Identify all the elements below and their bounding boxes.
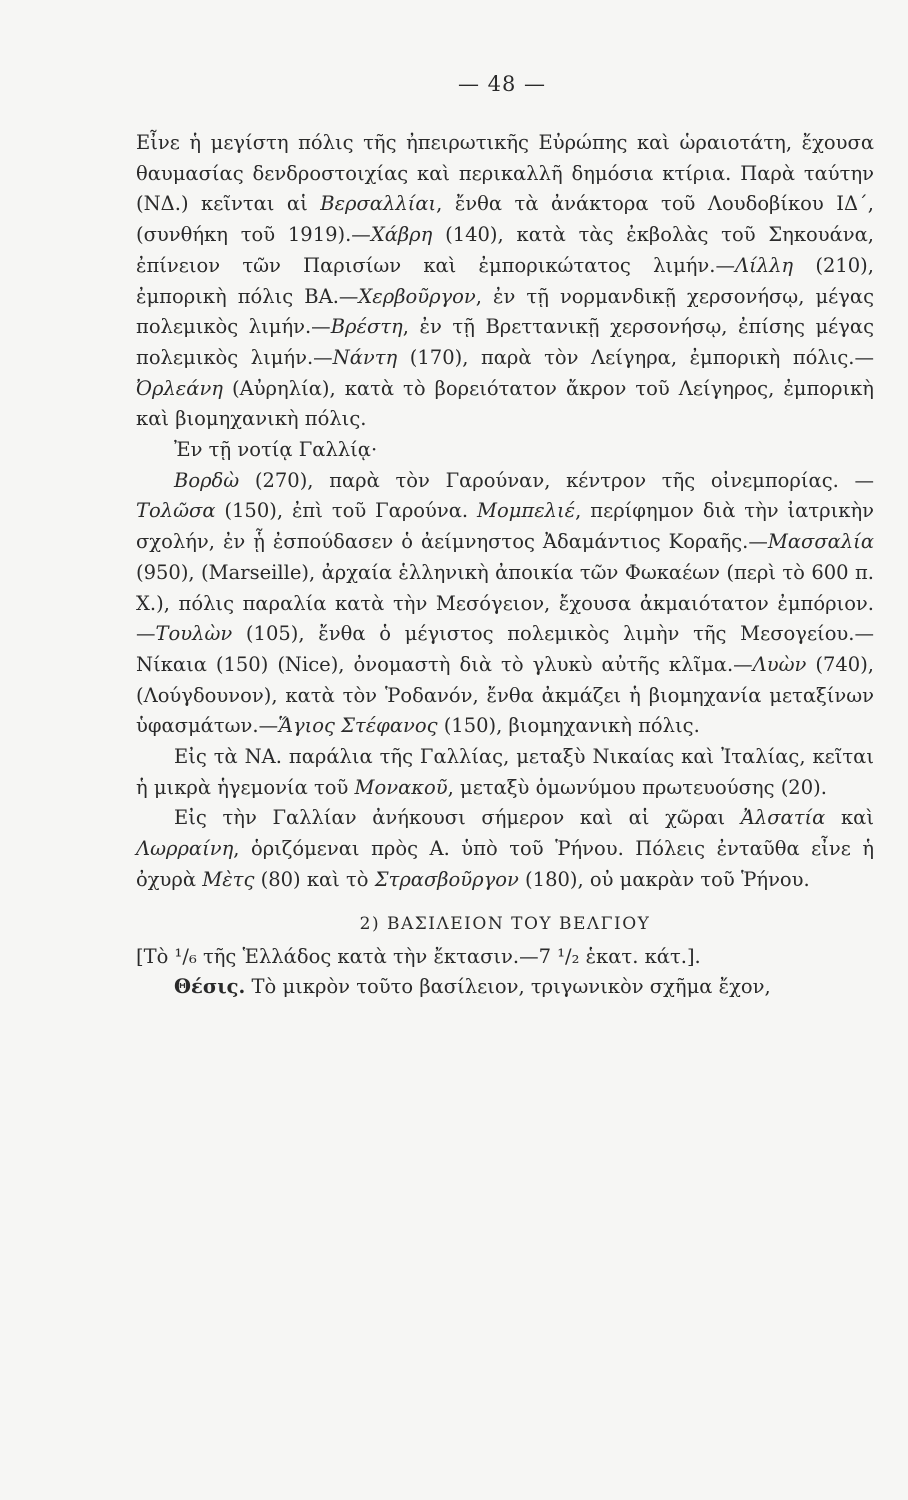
paragraph <box>136 742 874 803</box>
text-run: (950), (Marseille), ἀρχαία ἑλληνικὴ ἀποικία τῶν Φωκαέων (περὶ τὸ 600 π. Χ.), πόλις παραλία κατὰ τὴν Μεσόγειον, ἔχουσα ἀκμαιότατον ἐμπόριον.— <box>136 560 874 646</box>
paragraph <box>136 803 874 895</box>
section-lead-label: Θέσις. <box>174 975 246 999</box>
place-name: Ὀρλεάνη <box>136 376 223 400</box>
text-run: (170), παρὰ τὸν Λείγηρα, ἐμπορικὴ πόλις.— <box>397 345 874 369</box>
section-lead-text: Τὸ μικρὸν τοῦτο βασίλειον, τριγωνικὸν σχῆμα ἔχον, <box>245 975 771 999</box>
place-name: Στρασβοῦργον <box>374 867 519 891</box>
text-run: , ἔνθα τὰ ἀνάκτορα τοῦ Λουδοβίκου ΙΔ΄, (συνθήκη τοῦ 1919).— <box>136 192 874 247</box>
text-run: (270), παρὰ τὸν Γαρούναν, κέντρον τῆς οἰνεμπορίας. — <box>239 468 874 492</box>
place-name: Λυὼν <box>752 652 807 676</box>
place-name: Μονακοῦ <box>354 775 448 799</box>
page-number: — 48 — <box>457 72 547 96</box>
text-run: , ἐν τῇ νορμανδικῇ χερσονήσῳ, μέγας πολεμικὸς λιμήν.— <box>136 284 874 339</box>
place-name: Βερσαλλίαι <box>320 192 437 216</box>
text-run: , ἐν τῇ Βρεττανικῇ χερσονήσῳ, ἐπίσης μέγας πολεμικὸς λιμήν.— <box>136 315 874 369</box>
text-run: καὶ <box>825 806 874 830</box>
text-run: (740), (Λούγδουνον), κατὰ τὸν Ῥοδανόν, ἔνθα ἀκμάζει ἡ βιομηχανία μεταξίνων ὑφασμάτων.— <box>136 652 875 738</box>
place-name: Μασσαλία <box>767 530 874 554</box>
text-run: (Αὐρηλία), κατὰ τὸ βορειότατον ἄκρον τοῦ Λείγηρος, ἐμπορικὴ καὶ βιομηχανικὴ πόλις. <box>136 376 874 431</box>
place-name: Χερβοῦργον <box>358 284 476 308</box>
place-name: Λωρραίνη <box>136 837 234 861</box>
paragraph <box>136 128 874 435</box>
place-name: Χάβρη <box>370 223 433 247</box>
place-name: Ἅγιος Στέφανος <box>278 714 438 738</box>
text-run: Εἶνε ἡ μεγίστη πόλις τῆς ἠπειρωτικῆς Εὐρώπης καὶ ὡραιοτάτη, ἔχουσα θαυμασίας δενδροστοιχίας καὶ περικαλλῆ δημόσια κτίρια. Παρὰ ταύτην (ΝΔ.) κεῖνται αἱ <box>136 131 874 216</box>
text-run: (210), ἐμπορικὴ πόλις ΒΑ.— <box>136 253 874 308</box>
place-name: Λίλλη <box>734 253 794 277</box>
text-run: Εἰς τὴν Γαλλίαν ἀνήκουσι σήμερον καὶ αἱ χῶραι <box>174 806 741 830</box>
place-name: Μομπελιέ <box>477 499 576 523</box>
paragraph <box>136 435 874 466</box>
section-lead-paragraph <box>136 972 874 1003</box>
text-run: Ἐν τῇ νοτίᾳ Γαλλίᾳ· <box>174 438 378 462</box>
section-note: [Τὸ ¹/₆ τῆς Ἑλλάδος κατὰ τὴν ἔκτασιν.—7 ¹/₂ ἑκατ. κάτ.]. <box>136 944 701 968</box>
place-name: Ἀλσατία <box>740 806 826 830</box>
text-run: (80) καὶ τὸ <box>254 867 375 891</box>
text-run: (140), κατὰ τὰς ἐκβολὰς τοῦ Σηκουάνα, ἐπίνειον τῶν Παρισίων καὶ ἐμπορικώτατος λιμήν.— <box>136 223 874 277</box>
place-name: Τολῶσα <box>136 499 216 523</box>
text-run: (150), βιομηχανικὴ πόλις. <box>437 714 700 738</box>
text-run: (180), οὐ μακρὰν τοῦ Ῥήνου. <box>518 867 810 891</box>
place-name: Βρέστη <box>330 315 403 339</box>
paragraph <box>136 466 874 742</box>
text-run: , περίφημον διὰ τὴν ἰατρικὴν σχολήν, ἐν ᾗ ἐσπούδασεν ὁ ἀείμνηστος Ἀδαμάντιος Κοραῆς.— <box>136 499 874 554</box>
body-text <box>136 128 874 1003</box>
place-name: Βορδὼ <box>174 468 240 492</box>
place-name: Τουλὼν <box>155 622 233 646</box>
text-run: (150), ἐπὶ τοῦ Γαρούνα. <box>215 499 478 523</box>
text-run: Εἰς τὰ ΝΑ. παράλια τῆς Γαλλίας, μεταξὺ Νικαίας καὶ Ἰταλίας, κεῖται ἡ μικρὰ ἡγεμονία τοῦ <box>136 745 874 799</box>
text-run: , ὁριζόμεναι πρὸς Α. ὑπὸ τοῦ Ῥήνου. Πόλεις ἐνταῦθα εἶνε ἡ ὀχυρὰ <box>136 837 874 891</box>
text-run: , μεταξὺ ὁμωνύμου πρωτευούσης (20). <box>447 775 827 799</box>
text-run: (105), ἔνθα ὁ μέγιστος πολεμικὸς λιμὴν τῆς Μεσογείου.—Νίκαια (150) (Nice), ὀνομαστὴ διὰ τὸ γλυκὺ αὐτῆς κλῖμα.— <box>136 622 874 676</box>
place-name: Νάντη <box>332 345 398 369</box>
place-name: Μὲτς <box>202 867 255 891</box>
section-heading: 2) ΒΑΣΙΛΕΙΟΝ ΤΟΥ ΒΕΛΓΙΟΥ <box>359 913 651 934</box>
